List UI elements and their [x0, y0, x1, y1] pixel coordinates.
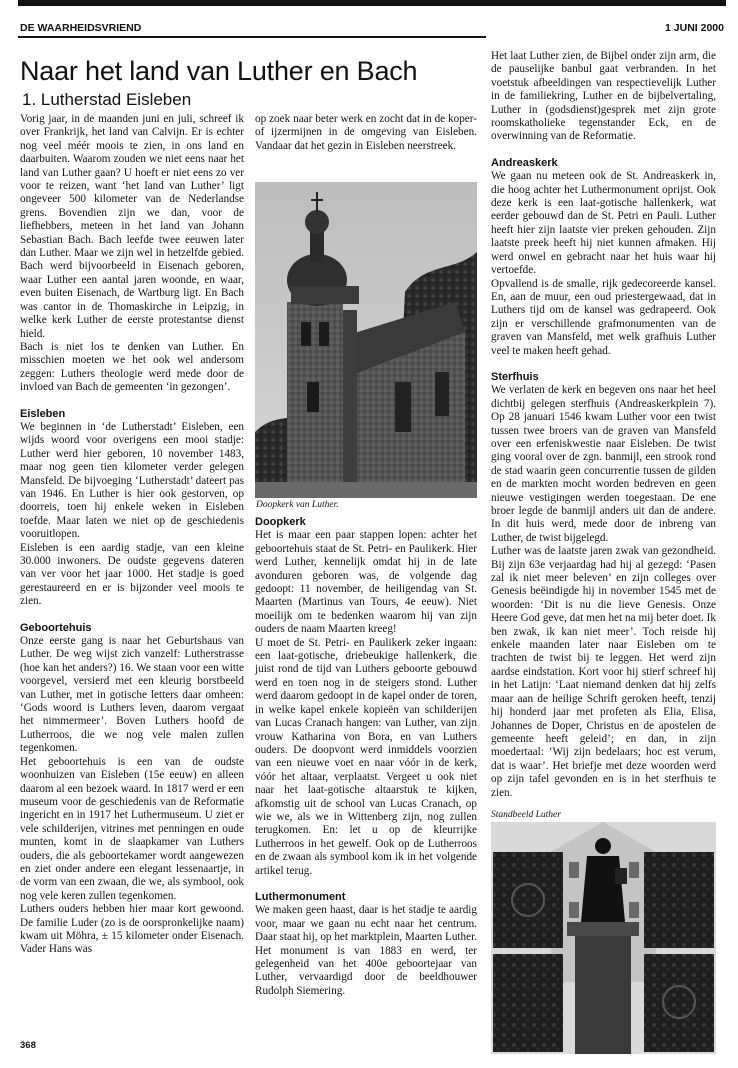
statue-photo: [491, 822, 716, 1054]
issue-date: 1 JUNI 2000: [665, 22, 724, 34]
article-subtitle: 1. Lutherstad Eisleben: [22, 90, 192, 109]
running-header: [18, 22, 726, 36]
photo-caption-church: Doopkerk van Luther.: [256, 500, 339, 510]
paragraph: Luthers ouders hebben hier maar kort gewoond. De familie Luder (zo is de oorspronkelijke naam) kwam uit Möhra, ± 15 kilometer onder Eisenach. Vader Hans was: [20, 903, 244, 956]
paragraph: Het laat Luther zien, de Bijbel onder zijn arm, die de pauselijke banbul gaat verbranden. In het voetstuk afbeeldingen van respectievelijk Luther in de familiekring, Luther en de bijbelvertaling, Luther in (godsdienst)gesprek met zijn grote roomskatholieke tegenstander Eck, en de overwinning van de Reformatie.: [491, 50, 716, 143]
column-2: [255, 516, 477, 998]
paragraph: We verlaten de kerk en begeven ons naar het heel dichtbij gelegen sterfhuis (Andreaskerkplein 7). Op 28 januari 1546 kwam Luther voor een twist tussen twee broers van de graven van Mansfeld over een erfeniskwestie naar Eisleben. De twist ging vooral over de zgn. banmijl, een strook rond de stad waarin geen concurrentie tussen de gilden en de markten mocht worden bedreven en geen nieuwe vestigingen werden toegestaan. De ene broer legde de banmijl anders uit dan de andere. In dit huis werd, mede door de inbreng van Luther, de twist bijgelegd.: [491, 384, 716, 544]
paragraph: Onze eerste gang is naar het Geburtshaus van Luther. De weg wijst zich vanzelf: Lutherstrasse (hoe kan het anders?) 16. We staan voor een witte voorgevel, versierd met een kleurig borstbeeld van Luther, met in gotische letters daar omheen: ‘Gods woord is Luthers leven, daarom vergaat het nimmermeer’. Boven Luthers hoofd de Lutherroos, die we nog vele malen zullen tegenkomen.: [20, 635, 244, 755]
section-heading-eisleben: Eisleben: [20, 407, 66, 420]
paragraph: Opvallend is de smalle, rijk gedecoreerde kansel. En, aan de muur, een oud priestergewaad, dat in Luthers tijd om de kansel was gedrapeerd. Ook zijn er verschillende grafmonumenten van de graven van Mansfeld, met welk grafhuis Luther veel te maken heeft gehad.: [491, 277, 716, 357]
section-heading-luthermonument: Luthermonument: [255, 890, 346, 903]
section-heading-andreaskerk: Andreaskerk: [491, 156, 558, 169]
top-rule: [18, 0, 726, 6]
section-heading-sterfhuis: Sterfhuis: [491, 370, 539, 383]
paragraph: Het is maar een paar stappen lopen: achter het geboortehuis staat de St. Petri- en Paulikerk. Hier werd Luther, kennelijk omdat hij in de late avonduren geboren was, de volgende dag gedoopt: 11 november, de heiligendag van St. Maarten (Martinus van Tours, 4e eeuw). Niet moeilijk om te bedenken waarom hij van zijn ouders de naam Maarten kreeg!: [255, 529, 477, 636]
paragraph: U moet de St. Petri- en Paulikerk zeker ingaan: een laat-gotische, driebeukige hallenkerk, die juist rond de tijd van Luthers geboorte gebouwd werd en toen nog in de steigers stond. Luther werd daarom gedoopt in de kapel onder de toren, in welke kapel enkele kopieën van schilderijen van Lucas Cranach hangen: van Luther, van zijn vrouw Katharina von Bora, en van Luthers ouders. De doopvont werd inmiddels voorzien van een nieuwe voet en naar vóór in de kerk, vóór het altaar, verplaatst. Vergeet u ook niet naar het laat-gotische altaarstuk te kijken, afkomstig uit de school van Lucas Cranach, op wie we, als we in Wittenberg zijn, nog zullen terugkomen. En: let u op de kleurrijke Lutherroos in het gewelf. Ook op de Lutherroos en de zwaan als symbool kom ik in het volgende artikel terug.: [255, 636, 477, 877]
paragraph: We gaan nu meteen ook de St. Andreaskerk in, die hoog achter het Luthermonument oprijst. Ook deze kerk is een laat-gotische hallenkerk, wat eerder gebouwd dan de St. Petri en Pauli. Luther heeft hier zijn laatste vier preken gehouden. Zijn laatste preek heeft hij niet kunnen afmaken. Hij werd onwel en gebracht naar het huis waar hij vertoefde.: [491, 170, 716, 277]
paragraph: op zoek naar beter werk en zocht dat in de koper- of ijzermijnen in de omgeving van Eisleben. Vandaar dat het gezin in Eisleben neerstreek.: [255, 113, 477, 152]
column-3: [491, 50, 716, 800]
paragraph: We maken geen haast, daar is het stadje te aardig voor, maar we gaan nu echt naar het centrum. Daar staat hij, op het marktplein, Maarten Luther. Het monument is van 1883 en werd, ter gelegenheid van het 400e geboortejaar van Luther, vervaardigd door de beeldhouwer Rudolph Siemering.: [255, 904, 477, 997]
article-title: Naar het land van Luther en Bach: [20, 56, 418, 86]
paragraph: We beginnen in ‘de Lutherstadt’ Eisleben, een wijds woord voor overigens een mooi stadje: Luther werd hier geboren, 10 november 1483, maar nog geen tien kilometer verder gelegen Mansfeld. De bijvoeging ‘Lutherstadt’ dateert pas van 1946. En Luther is hier ook gestorven, op doorreis, toen hij enkele weken in Eisleben toefde. Maar laten we niet op de geschiedenis vooruitlopen.: [20, 420, 244, 541]
church-photo: [255, 182, 477, 498]
publication-name: DE WAARHEIDSVRIEND: [20, 22, 142, 34]
column-1: [20, 113, 244, 957]
paragraph: Luther was de laatste jaren zwak van gezondheid. Bij zijn 63e verjaardag had hij al gezegd: ‘Pasen zal ik niet meer beleven’ en zijn colleges over Genesis beëindigde hij in november 1545 met de woorden: ‘Dit is nu die lieve Genesis. Onze Heere God geve, dat men het na mij beter doet. Ik ben zwak, ik kan niet meer’. Toch reisde hij enkele maanden later naar Eisleben om te trachten de twist bij te leggen. Het werd zijn aardse eindstation. Kort voor hij stierf schreef hij in het Latijn: ‘Laat niemand denken dat hij zelfs maar aan de heilige Schrift geroken heeft, tenzij hij honderd jaar met profeten als Elia, Elisa, Johannes de Doper, Christus en de apostelen de gemeente heeft geleid’; en dan, in zijn moedertaal: ‘Wij zijn bedelaars; hoc est verum, dat is waar’. Het briefje met deze woorden werd op zijn tafel gevonden en is in het sterfhuis te zien.: [491, 545, 716, 799]
section-heading-geboortehuis: Geboortehuis: [20, 621, 92, 634]
photo-caption-statue: Standbeeld Luther: [491, 810, 561, 820]
section-heading-doopkerk: Doopkerk: [255, 516, 306, 528]
page-number: 368: [20, 1040, 36, 1051]
paragraph: Het geboortehuis is een van de oudste woonhuizen van Eisleben (15e eeuw) en alleen daarom al een bezoek waard. In 1817 werd er een museum voor de geschiedenis van de Reformatie ingericht en in 1917 het Luthermuseum. U ziet er vele schilderijen, vitrines met penningen en oude munten, komt in de slaapkamer van Luthers ouders, die als geboortekamer wordt aangewezen en ziet onder andere een elegant lessenaartje, in de vorm van een zwaan, die we, als symbool, ook nog vele keren zullen tegenkomen.: [20, 755, 244, 902]
header-rule: [18, 36, 486, 38]
paragraph: Eisleben is een aardig stadje, van een kleine 30.000 inwoners. De oudste gegevens dateren van ver voor het jaar 1000. Het stadje is goed gerestaureerd en er is bijzonder veel moois te zien.: [20, 541, 244, 608]
paragraph: Bach is niet los te denken van Luther. En misschien moeten we het ook wel andersom zeggen: Luthers theologie werd mede door de invloed van Bach de gemeenten ‘in gezongen’.: [20, 340, 244, 394]
paragraph: Vorig jaar, in de maanden juni en juli, schreef ik over Frankrijk, het land van Calvijn. Er is echter nog veel méér moois te zien, in ons land en daarbuiten. Waarom zouden we niet eens naar het land van Luther gaan? U hoeft er niet eens zo ver voor te reizen, want ‘het land van Luther’ ligt ongeveer 500 kilometer van de Nederlandse grens. Bovendien zijn we dan, voor de liefhebbers, meteen in het land van Johann Sebastian Bach. Bach leefde twee eeuwen later dan Luther. Maar we zijn wel in hetzelfde gebied. Bach werd bijvoorbeeld in Eisenach geboren, waar Luther een aantal jaren woonde, en waar, even buiten Eisenach, de Wartburg ligt. En Bach was cantor in de Thomaskirche in Leipzig, in welke kerk Luther de eerste protestantse dienst hield.: [20, 113, 244, 340]
column-2-top: [255, 113, 477, 153]
